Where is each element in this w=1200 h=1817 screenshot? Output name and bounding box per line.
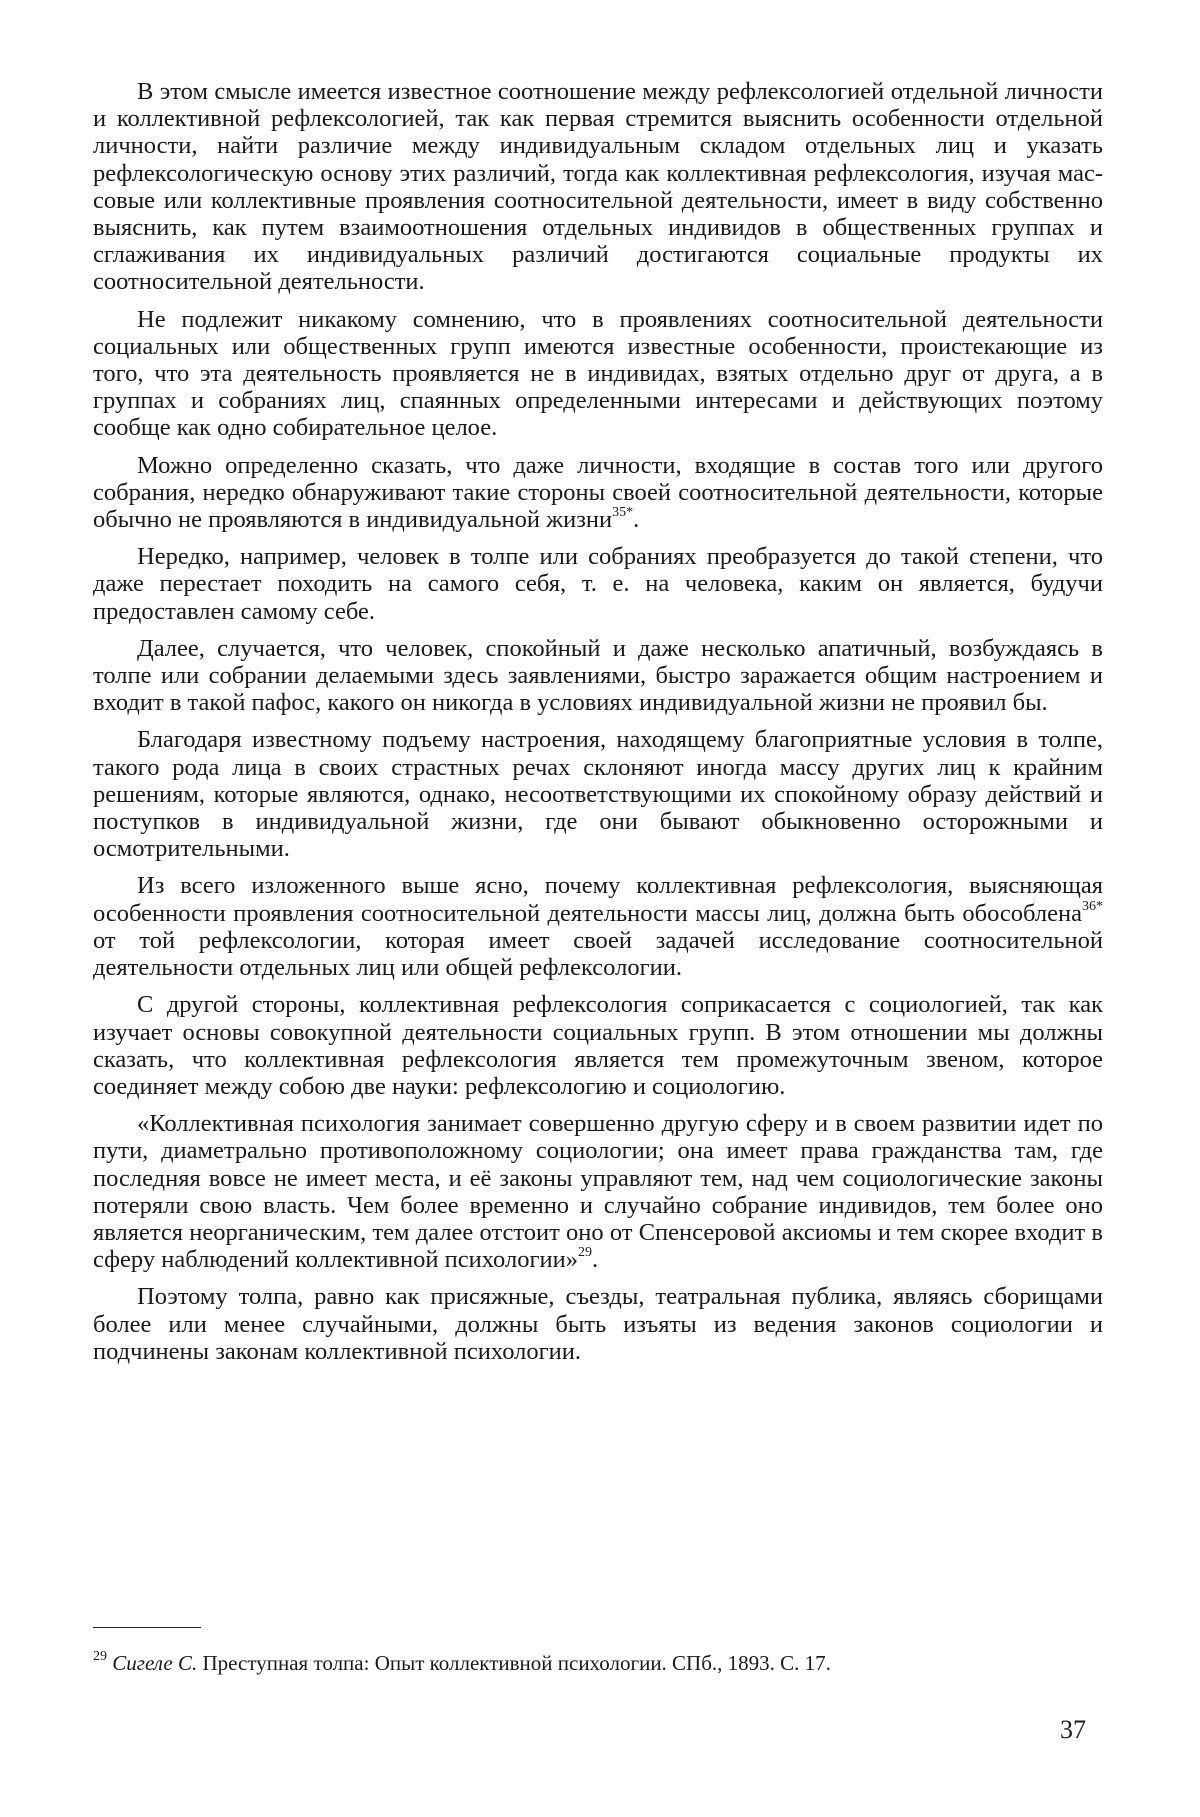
body-text: [93, 78, 1103, 1375]
paragraph-4: Нередко, например, человек в толпе или собраниях преобразуется до такой степени, что даже перестает походить на самого себя, т. е. на человека, каким он является, будучи предоставлен самому себе.: [93, 543, 1103, 625]
paragraph-6: Благодаря известному подъему настроения, находящему благоприятные условия в толпе, такого рода лица в своих страстных речах склоняют иногда массу других лиц к крайним решениям, которые являются, однако, несоответствующими их спокойному образу действий и поступков в индивидуальной жизни, где они бывают обыкновенно осторожными и осмотрительными.: [93, 726, 1103, 863]
paragraph-9-tail: .: [591, 1246, 599, 1274]
footnote-divider: [93, 1627, 201, 1628]
paragraph-9-quote: [93, 1110, 1103, 1273]
paragraph-3-text: Можно определенно сказать, что даже личности, входящие в состав того или другого собрания, нередко обнаруживают такие стороны своей соотносительной деятельности, которые обычно не проявляются в индивидуальной жизни: [93, 451, 1103, 534]
endnote-ref-36: 36*: [1082, 898, 1103, 914]
paragraph-3-tail: .: [633, 506, 640, 534]
footnote-text: Преступная толпа: Опыт коллективной психологии. СПб., 1893. С. 17.: [197, 1651, 831, 1675]
paragraph-10: Поэтому толпа, равно как присяжные, съезды, театральная публика, являясь сборищами более или менее случайными, должны быть изъяты из ведения законов социологии и подчинены законам коллективной психологии.: [93, 1283, 1103, 1365]
endnote-ref-35: 35*: [612, 504, 634, 520]
footnote-ref-29: 29: [577, 1244, 592, 1260]
paragraph-5: Далее, случается, что человек, спокойный и даже несколько апатичный, возбуждаясь в толпе или собрании делаемыми здесь заявлениями, быстро заражается общим настроением и входит в такой пафос, какого он никогда в условиях индивидуальной жизни не проявил бы.: [93, 634, 1103, 717]
paragraph-7-tail: от той рефлексологии, которая имеет своей задачей исследование соотносительной деятельности отдельных лиц или общей рефлексологии.: [93, 926, 1103, 982]
paragraph-1: В этом смысле имеется известное соотношение между рефлексологией отдельной личности и коллективной рефлексологией, так как первая стремится выяснить особенности отдельной личности, найти различие между индивидуальным складом отдельных лиц и указать рефлексологическую основу этих различий, тогда как коллективная рефлексология, изучая массовые или коллективные проявления соотносительной деятельности, имеет в виду собственно выяснить, как путем взаимоотношения отдельных индивидов в общественных группах и сглаживания их индивидуальных различий достигаются социальные продукты их соотносительной деятельности.: [93, 78, 1103, 296]
page-number: 37: [1060, 1715, 1086, 1744]
footnote-author: Сигеле С.: [112, 1651, 198, 1675]
footnote-number: 29: [93, 1649, 107, 1664]
paragraph-2: Не подлежит никакому сомнению, что в проявлениях соотносительной деятельности социальных или общественных групп имеются известные особенности, проистекающие из того, что эта деятельность проявляется не в индивидах, взятых отдельно друг от друга, а в группах и собраниях лиц, спаянных определенными интересами и действующих поэтому сообще как одно собирательное целое.: [93, 305, 1103, 442]
paragraph-9-text: «Коллективная психология занимает совершенно другую сферу и в своем развитии идет по пути, диаметрально противоположному социологии; она имеет права гражданства там, где последняя вовсе не имеет места, и её законы управляют тем, над чем социологические законы потеряли свою власть. Чем более временно и случайно собрание индивидов, тем более оно является неорганическим, тем далее отстоит оно от Спенсеровой аксиомы и тем скорее входит в сферу наблюдений коллективной психологии»: [93, 1110, 1103, 1274]
paragraph-7-text: Из всего изложенного выше ясно, почему коллективная рефлексология, выясняющая особенности проявления соотносительной деятельности массы лиц, должна быть обособлена: [93, 872, 1103, 927]
footnote: [93, 1650, 1103, 1676]
paragraph-7: [93, 872, 1103, 981]
paragraph-8: С другой стороны, коллективная рефлексология соприкасается с социологией, так как изучает основы совокупной деятельности социальных групп. В этом отношении мы должны сказать, что коллективная рефлексология является тем промежуточным звеном, которое соединяет между собою две науки: рефлексологию и социологию.: [93, 991, 1103, 1100]
paragraph-3: [93, 452, 1103, 534]
